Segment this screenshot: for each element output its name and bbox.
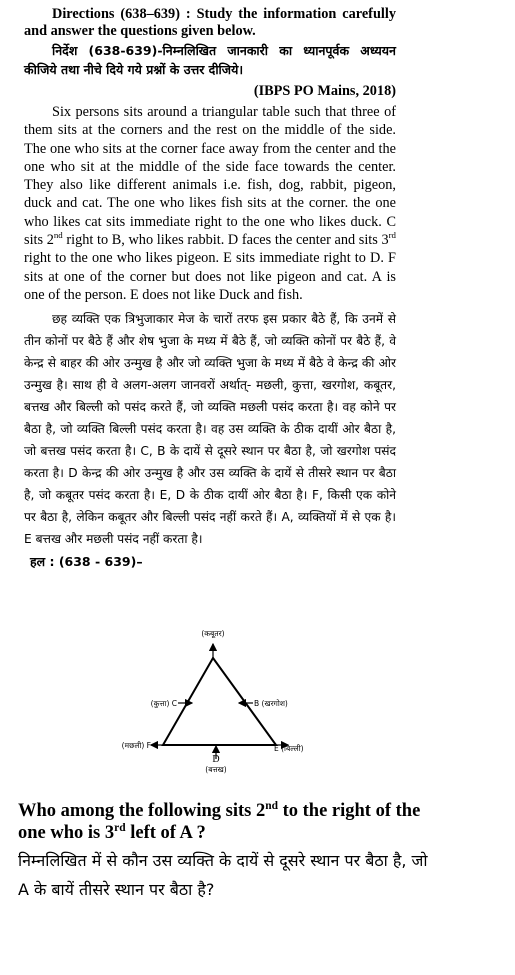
passage-english-part2: right to B, who likes rabbit. D faces the center and sits 3 xyxy=(62,232,389,249)
passage-english xyxy=(24,103,396,304)
document-page xyxy=(24,6,396,572)
directions-hindi: निर्देश (638-639)-निम्नलिखित जानकारी का ध्यानपूर्वक अध्ययन कीजिये तथा नीचे दिये गये प्रश्नों के उत्तर दीजिये। xyxy=(24,43,396,77)
passage-english-part1: Six persons sits around a triangular table such that three of them sits at the corners and the rest on the middle of the side. The one who sits at the corner face away from the center and the one who sit at the middle of the side face towards the center. They also like different animals i.e. fish, dog, rabbit, pigeon, duck and cat. The one who likes fish sits at the corner. the one who likes cat sits immediate right to the one who likes duck. C sits 2 xyxy=(24,104,396,249)
superscript-nd: nd xyxy=(53,230,63,241)
label-A: A xyxy=(209,643,217,654)
question-en-part3: left of A ? xyxy=(125,823,206,843)
passage-hindi: छह व्यक्ति एक त्रिभुजाकार मेज के चारों तरफ इस प्रकार बैठे हैं, कि उनमें से तीन कोनों पर बैठे हैं और शेष भुजा के मध्य में बैठे हैं, जो व्यक्ति कोनों पर बैठे हैं, वे केन्द्र से बाहर की ओर उन्मुख है और जो व्यक्ति भुजा के मध्य में बैठे वे केन्द्र की ओर उन्मुख है। साथ ही वे अलग-अलग जानवरों अर्थात्- मछली, कुत्ता, खरगोश, कबूतर, बत्तख और बिल्ली को पसंद करते हैं, जो व्यक्ति मछली पसंद करता है। वह कोने पर बैठा है, जो व्यक्ति बिल्ली पसंद करता है। वह उस व्यक्ति के ठीक दायीं ओर बैठा है, जो बत्तख पसंद करता है। C, B के दायें से दूसरे स्थान पर बैठा है, जो खरगोश पसंद करता है। D केन्द्र की ओर उन्मुख है और उस व्यक्ति के दायें से तीसरे स्थान पर बैठा है, जो कबूतर पसंद करता है। E, D के ठीक दायीं ओर बैठा है। F, किसी एक कोने पर बैठा है, लेकिन कबूतर और बिल्ली पसंद नहीं करते हैं। A, व्यक्तियों में से एक है। E बत्तख और मछली पसंद नहीं करता है। xyxy=(24,312,396,547)
label-E: E (बिल्ली) xyxy=(274,744,304,753)
directions-english: Directions (638–639) : Study the information carefully and answer the questions given below. xyxy=(24,6,396,39)
label-D: D xyxy=(212,754,220,765)
label-B: B (खरगोश) xyxy=(254,699,288,708)
question-english xyxy=(18,800,438,844)
solution-label: हल : (638 - 639)– xyxy=(30,554,143,570)
passage-english-part3: right to the one who likes pigeon. E sits immediate right to D. F sits at one of the corner but does not like pigeon and cat. A is one of the person. E does not like Duck and fish. xyxy=(24,250,396,303)
question-sup-rd: rd xyxy=(114,821,126,834)
exam-source: (IBPS PO Mains, 2018) xyxy=(253,83,396,99)
seating-diagram xyxy=(96,625,336,775)
question-hindi: निम्नलिखित में से कौन उस व्यक्ति के दायें से दूसरे स्थान पर बैठा है, जो A के बायें तीसरे स्थान पर बैठा है? xyxy=(18,851,428,899)
superscript-rd: rd xyxy=(388,230,396,241)
question-en-part2: to the right of the one who is 3 xyxy=(18,801,421,843)
label-C: (कुत्ता) C xyxy=(150,699,177,708)
label-F: (मछली) F xyxy=(121,741,151,750)
triangle-diagram xyxy=(96,625,336,775)
question-sup-nd: nd xyxy=(265,799,278,812)
label-bottom-duck: (बत्तख) xyxy=(205,765,227,774)
label-top-pigeon: (कबूतर) xyxy=(201,629,225,638)
question-en-part1: Who among the following sits 2 xyxy=(18,801,266,821)
